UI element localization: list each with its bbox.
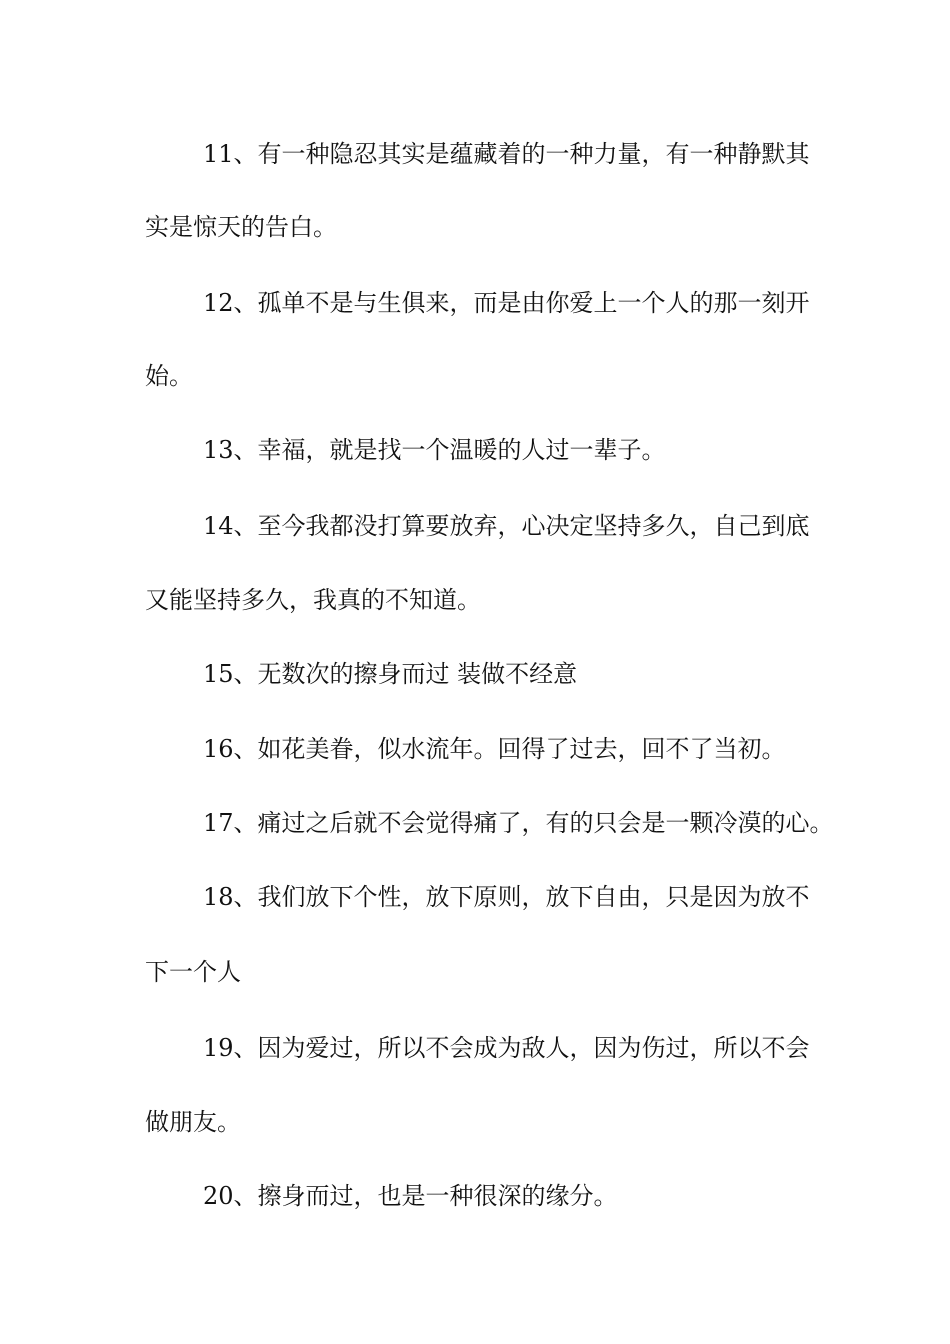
paragraph-11-line-1: 11、有一种隐忍其实是蕴藏着的一种力量，有一种静默其	[203, 140, 810, 168]
paragraph-14-line-2: 又能坚持多久，我真的不知道。	[145, 586, 481, 614]
paragraph-12-line-1: 12、孤单不是与生俱来，而是由你爱上一个人的那一刻开	[203, 289, 810, 317]
paragraph-19-line-2: 做朋友。	[145, 1108, 241, 1136]
paragraph-18-line-1: 18、我们放下个性，放下原则，放下自由，只是因为放不	[203, 883, 810, 911]
paragraph-13: 13、幸福，就是找一个温暖的人过一辈子。	[203, 436, 666, 464]
paragraph-19-line-1: 19、因为爱过，所以不会成为敌人，因为伤过，所以不会	[203, 1034, 810, 1062]
paragraph-17: 17、痛过之后就不会觉得痛了，有的只会是一颗冷漠的心。	[203, 809, 834, 837]
paragraph-12-line-2: 始。	[145, 362, 193, 390]
paragraph-18-line-2: 下一个人	[145, 958, 241, 986]
paragraph-15: 15、无数次的擦身而过 装做不经意	[203, 660, 578, 688]
paragraph-11-line-2: 实是惊天的告白。	[145, 213, 337, 241]
paragraph-14-line-1: 14、至今我都没打算要放弃，心决定坚持多久，自己到底	[203, 512, 810, 540]
paragraph-16: 16、如花美眷，似水流年。回得了过去，回不了当初。	[203, 735, 786, 763]
paragraph-20: 20、擦身而过，也是一种很深的缘分。	[203, 1182, 618, 1210]
